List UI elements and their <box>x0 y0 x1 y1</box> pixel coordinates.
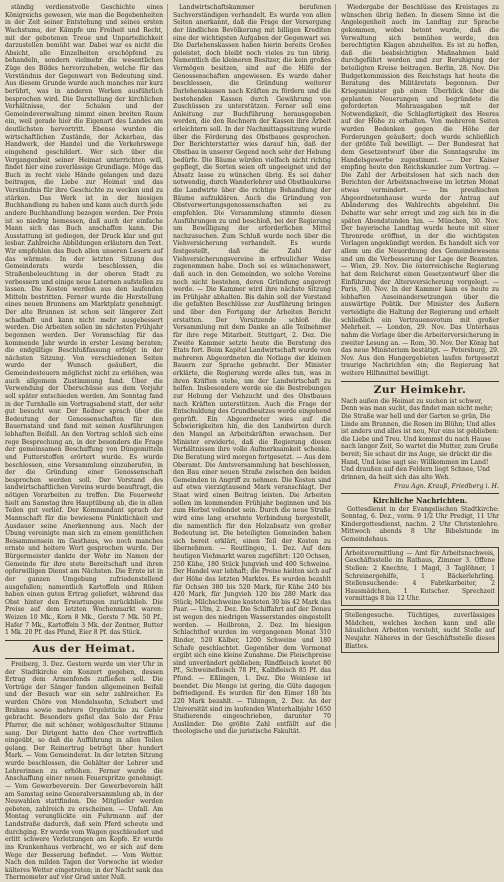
columns <box>5 4 499 882</box>
divider <box>341 493 499 494</box>
church-heading: Kirchliche Nachrichten. <box>372 495 468 505</box>
article-text: Wiedergabe der Beschlüsse des Kreistages zu wünschen übrig ließen. In diesem Sinne ist die Angelegenheit auch im Landtag zur Sprache gekommen, wobei betont wurde, daß die Verwaltung sich bemühen werde, den berechtigten Klagen abzuhelfen. Es ist zu hoffen, daß die beabsichtigten Maßnahmen bald durchgeführt werden und zur Beruhigung der beteiligten Kreise beitragen. Berlin, 28. Nov. Die Budgetkommission des Reichstags hat heute die Beratung des Militäretats begonnen. Der Kriegsminister gab einen Überblick über die geplanten Neuerungen und begründete die geforderten Mehrausgaben mit der Notwendigkeit, die Schlagfertigkeit des Heeres auf der Höhe zu erhalten. Von mehreren Seiten wurden Bedenken gegen die Höhe der Forderungen geäußert; doch wurde schließlich der größte Teil bewilligt. — Der Bundesrat hat dem Gesetzentwurf über die Sonntagsruhe im Handelsgewerbe zugestimmt. — Der Kaiser empfing heute den Reichskanzler zum Vortrag. — Die Zahl der Arbeitslosen hat sich nach den Berichten der Arbeitsnachweise im letzten Monat etwas vermindert. — Im preußischen Abgeordnetenhause wurde der Antrag auf Abänderung des Wahlrechts abgelehnt. Die Debatte war sehr erregt und zog sich bis in die späten Abendstunden hin. — München, 30. Nov. Der bayerische Landtag wurde heute mit einer Thronrede eröffnet, in der die wichtigsten Vorlagen angekündigt werden. Es handelt sich vor allem um die Neuordnung des Gemeindewesens und um die Verbesserung der Lage der Beamten. — Wien, 29. Nov. Die österreichische Regierung hat dem Reichsrat einen Gesetzentwurf über die Einführung der Altersversicherung vorgelegt. — Paris, 30. Nov. In der Kammer kam es heute zu lebhaften Auseinandersetzungen über die auswärtige Politik. Der Minister des Äußern verteidigte die Haltung der Regierung und erhielt schließlich ein Vertrauensvotum mit großer Mehrheit. — London, 29. Nov. Das Unterhaus nahm die Vorlage über die Arbeiterversicherung in zweiter Lesung an. — Rom, 30. Nov. Der König hat das neue Ministerium bestätigt. — Petersburg, 29. Nov. Aus den Hungergebieten laufen fortgesetzt traurige Nachrichten ein; die Regierung hat weitere Hilfsmittel bewilligt. <box>341 4 499 377</box>
church-text: Gottesdienst in der Evangelischen Stadtkirche: Sonntag, 6. Dez., vorm. 9 1/2 Uhr Predigt, 11 Uhr Kindergottesdienst, nachm. 2 Uhr Christenlehre. Mittwoch abends 8 Uhr Bibelstunde im Gemeindehaus. <box>341 505 499 543</box>
poem-signature: Frau Agn. Krauß, Friedberg i. H. <box>393 482 499 490</box>
divider <box>341 381 499 382</box>
column-2 <box>173 4 336 736</box>
ad-text: Stellengesuche. Tüchtiges, zuverlässiges Mädchen, welches kochen kann und alle häuslichen Arbeiten versteht, sucht Stelle auf Neujahr. Näheres in der Geschäftsstelle dieses Blattes. <box>345 612 495 650</box>
article-text: ständig verdienstvolle Geschichte eines Königreichs gewesen, wie man die Begebenheiten in der Zeit seiner Entstehung und seines ersten Wachstums, der Kämpfe um Freiheit und Recht, mit der gebotenen Treue und Unparteilichkeit darzustellen bemüht war. Dabei war es nicht die Absicht, alle Einzelheiten erschöpfend zu behandeln, sondern vielmehr die wesentlichen Züge des Bildes hervorzuheben, welche für das Verständnis der Gegenwart von Bedeutung sind. Aus diesem Grunde wurde auch manches nur kurz berührt, was in anderen Werken ausführlich besprochen wird. Die Darstellung der kirchlichen Verhältnisse, der Schulen und der Gemeindeverwaltung nimmt einen breiten Raum ein, weil gerade hier die Eigenart des Landes am deutlichsten hervortritt. Ebenso wurden die wirtschaftlichen Zustände, der Ackerbau, das Handwerk, der Handel und die Verkehrswege eingehend geschildert. Wer sich über die Vergangenheit seiner Heimat unterrichten will, findet hier eine zuverlässige Grundlage. Möge das Buch in recht viele Hände gelangen und dazu beitragen, die Liebe zur Heimat und das Verständnis für ihre Geschichte zu wecken und zu stärken. Das Werk ist in der hiesigen Buchhandlung zu haben und kann auch durch jede andere Buchhandlung bezogen werden. Der Preis ist so niedrig bemessen, daß auch der einfache Mann sich das Buch anschaffen kann. Die Ausstattung ist gediegen, der Druck klar und gut lesbar. Zahlreiche Abbildungen erläutern den Text. Wir empfehlen das Buch allen unseren Lesern auf das wärmste. In der letzten Sitzung des Gemeinderats wurde beschlossen, die Straßenbeleuchtung in der oberen Stadt zu verbessern und einige neue Laternen aufstellen zu lassen. Die Kosten werden aus den laufenden Mitteln bestritten. Ferner wurde die Herstellung eines neuen Brunnens am Marktplatz genehmigt. Der alte Brunnen ist schon seit längerer Zeit schadhaft und kann nicht mehr ausgebessert werden. Die Arbeiten sollen im nächsten Frühjahr begonnen werden. Der Voranschlag für das kommende Jahr wurde in erster Lesung beraten; die endgültige Beschlußfassung erfolgt in der nächsten Sitzung. Von verschiedenen Seiten wurde der Wunsch geäußert, die Gemeindesteuern möglichst nicht zu erhöhen, was auch allgemein Zustimmung fand. Über die Verwendung der Überschüsse aus dem Vorjahr soll später entschieden werden. Am Sonntag fand in der Turnhalle ein Vortragsabend statt, der sehr gut besucht war. Der Redner sprach über die Bedeutung der Genossenschaften für den Bauernstand und fand mit seinen Ausführungen lebhaften Beifall. An den Vortrag schloß sich eine rege Besprechung an, in der besonders die Frage der gemeinsamen Beschaffung von Düngemitteln und Futterstoffen erörtert wurde. Es wurde beschlossen, eine Versammlung einzuberufen, in der die Gründung einer Genossenschaft besprochen werden soll. Der Vorstand des landwirtschaftlichen Vereins wurde beauftragt, die nötigen Vorarbeiten zu treffen. Die Feuerwehr hielt am Samstag ihre Hauptübung ab, die in allen Teilen gut verlief. Der Kommandant sprach der Mannschaft für die bewiesene Pünktlichkeit und Ausdauer seine Anerkennung aus. Nach der Übung vereinigte man sich zu einem gemütlichen Beisammensein im Gasthaus, wo noch manches ernste und heitere Wort gesprochen wurde. Der Bürgermeister dankte der Wehr im Namen der Gemeinde für ihre stete Bereitschaft und ihren opferwilligen Dienst am Nächsten. Die Ernte ist in der ganzen Umgebung zufriedenstellend ausgefallen; namentlich Kartoffeln und Rüben haben einen guten Ertrag geliefert, während das Obst hinter den Erwartungen zurückblieb. Die Preise auf dem letzten Wochenmarkt waren: Weizen 10 Mk., Korn 8 Mk., Gerste 7 Mk. 50 Pf., Hafer 7 Mk., Kartoffeln 3 Mk. der Zentner, Butter 1 Mk. 20 Pf. das Pfund, Eier 8 Pf. das Stück. <box>5 4 163 637</box>
divider <box>5 640 163 641</box>
advertisement <box>341 609 499 653</box>
section-heading: Aus der Heimat. <box>32 642 136 655</box>
column-3 <box>341 4 499 728</box>
advertisement <box>341 547 499 606</box>
article-text: Freiberg, 3. Dez. Gestern wurde um vier Uhr in der Stadtkirche ein Konzert gegeben, dessen Ertrag dem Armenfonds zufließen soll. Die Vorträge der Sänger fanden allgemeinen Beifall und der Besuch war ein sehr zahlreicher. Es wurden Chöre von Mendelssohn, Schubert und Brahms sowie mehrere Orgelstücke zu Gehör gebracht. Besonders gefiel das Solo der Frau Pfarrer, die mit schöner, wohlgeschulter Stimme sang. Der Dirigent hatte den Chor vortrefflich eingeübt, so daß die Aufführung in allen Teilen gelang. Der Reinertrag beträgt über hundert Mark. — Vom Gemeinderat. In der letzten Sitzung wurde beschlossen, die Gehälter der Lehrer und Lehrerinnen zu erhöhen. Ferner wurde die Anschaffung einer neuen Feuerspritze genehmigt. — Vom Gewerbeverein. Der Gewerbeverein hält am Samstag seine Generalversammlung ab, in der Neuwahlen stattfinden. Die Mitglieder werden gebeten, zahlreich zu erscheinen. — Unfall. Am Montag verunglückte ein Fuhrmann auf der Landstraße dadurch, daß sein Pferd scheute und durchging. Er wurde vom Wagen geschleudert und erlitt schwere Verletzungen am Kopfe. Er wurde ins Krankenhaus verbracht, wo er sich auf dem Wege der Besserung befindet. — Vom Wetter. Nach den milden Tagen der Vorwoche ist wieder kälteres Wetter eingetreten; in der Nacht sank das Thermometer auf vier Grad unter Null. <box>5 660 163 882</box>
article-text: Landwirtschaftskammer berufenen Sachverständigen verhandelt. Es wurde von allen Seiten anerkannt, daß die Frage der Versorgung der ländlichen Bevölkerung mit billigen Krediten eine der wichtigsten Aufgaben der Gegenwart sei. Die Darlehenskassen haben hierin bereits Großes geleistet, doch bleibt noch vieles zu tun übrig. Namentlich die kleineren Besitzer, die kein großes Vermögen besitzen, sind auf die Hilfe der Genossenschaften angewiesen. Es wurde daher beschlossen, die Gründung weiterer Darlehenskassen nach Kräften zu fördern und die bestehenden Kassen durch Gewährung von Zuschüssen zu unterstützen. Ferner soll eine Anleitung zur Buchführung herausgegeben werden, die den Rechnern der Kassen ihre Arbeit erleichtern soll. In der Nachmittagssitzung wurde über die Förderung des Obstbaues gesprochen. Der Berichterstatter wies darauf hin, daß der Obstbau in unserer Gegend noch sehr der Hebung bedürfe. Die Bäume würden vielfach nicht richtig gepflegt, die Sorten seien oft ungeeignet und der Absatz lasse zu wünschen übrig. Es sei daher notwendig, durch Wanderlehrer und Obstbaukurse die Landwirte über die richtige Behandlung der Bäume aufzuklären. Auch die Gründung von Obstverwertungsgenossenschaften sei zu empfehlen. Die Versammlung stimmte diesen Ausführungen zu und beschloß, bei der Regierung um Bewilligung der erforderlichen Mittel nachzusuchen. Zum Schluß wurde noch über die Viehversicherung verhandelt. Es wurde festgestellt, daß die Zahl der Viehversicherungsvereine in erfreulicher Weise zugenommen habe. Doch sei es wünschenswert, daß auch in den Gemeinden, wo solche Vereine noch nicht bestehen, deren Gründung angeregt werde. — Die Kammer wird ihre nächste Sitzung im Frühjahr abhalten. Bis dahin soll der Vorstand die gefaßten Beschlüsse zur Ausführung bringen und über den Fortgang der Arbeiten Bericht erstatten. Der Vorsitzende schloß die Versammlung mit dem Danke an alle Teilnehmer für ihre rege Mitarbeit. Stuttgart, 2. Dez. Die Zweite Kammer setzte heute die Beratung des Etats fort. Beim Kapitel Landwirtschaft wurde von mehreren Abgeordneten die Notlage der kleinen Bauern zur Sprache gebracht. Der Minister erklärte, die Regierung werde alles tun, was in ihren Kräften stehe, um der Landwirtschaft zu helfen. Insbesondere werde sie die Bestrebungen zur Hebung der Viehzucht und des Obstbaues nach Kräften unterstützen. Auch die Frage der Entschuldung des Grundbesitzes werde eingehend geprüft. Ein Abgeordneter wies auf die Schwierigkeiten hin, die den Landwirten durch den Mangel an Arbeitskräften erwachsen. Der Minister erwiderte, daß die Regierung diesen Verhältnissen ihre volle Aufmerksamkeit schenke. Die Beratung wird morgen fortgesetzt. — Aus dem Oberamt. Die Amtsversammlung hat beschlossen, den Bau einer neuen Straße zwischen den beiden Gemeinden in Angriff zu nehmen. Die Kosten sind auf etwa vierzigtausend Mark veranschlagt. Der Staat wird einen Beitrag leisten. Die Arbeiten sollen im kommenden Frühjahr beginnen und bis zum Herbst vollendet sein. Durch die neue Straße wird eine lang ersehnte Verbindung hergestellt, die namentlich für den Holzabsatz von großer Bedeutung ist. Die beteiligten Gemeinden haben sich bereit erklärt, einen Teil der Kosten zu übernehmen. — Reutlingen, 1. Dez. Auf dem heutigen Viehmarkt waren zugeführt: 120 Ochsen, 250 Kühe, 180 Stück Jungvieh und 400 Schweine. Der Handel war lebhaft; die Preise hielten sich auf der Höhe des letzten Marktes. Es wurden bezahlt für Ochsen 380 bis 520 Mark, für Kühe 240 bis 420 Mark, für Jungvieh 120 bis 280 Mark das Stück; Milchschweine kosteten 30 bis 42 Mark das Paar. — Ulm, 2. Dez. Die Schiffahrt auf der Donau ist wegen des niedrigen Wasserstandes eingestellt worden. — Heilbronn, 2. Dez. Im hiesigen Schlachthof wurden im vergangenen Monat 310 Rinder, 520 Kälber, 1200 Schweine und 180 Schafe geschlachtet. Gegenüber dem Vormonat ergibt sich eine kleine Zunahme. Die Fleischpreise sind unverändert geblieben; Rindfleisch kostet 80 Pf., Schweinefleisch 78 Pf., Kalbfleisch 85 Pf. das Pfund. — Eßlingen, 1. Dez. Die Weinlese ist beendet. Die Menge ist gering, die Güte dagegen befriedigend. Es wurden für den Eimer 180 bis 220 Mark bezahlt. — Tübingen, 2. Dez. An der Universität sind im laufenden Winterhalbjahr 1650 Studierende eingeschrieben, darunter 70 Ausländer. Die größte Zahl entfällt auf die theologische und die juristische Fakultät. <box>173 4 331 736</box>
divider <box>5 658 163 659</box>
poem-text: Nach außen die Heimat zu suchen ist schwer, Denn was man sucht, das findet man nicht mehr; Die Straße war hell und der Garten so grün, Die Linde am Brunnen, die Rosen im Blühn; Und alles ist anders und alles ist neu, Nur eins ist geblieben: die Liebe und Treu. Und kommst du nach Hause nach langer Zeit, So wartet die Mutter, zum Gruße bereit; Sie schaut dir ins Auge, sie drückt dir die Hand, Und leise sagt sie: Willkommen im Land! Und draußen auf den Feldern liegt Schnee, Und drinnen, da heilt sich das alte Weh. <box>341 397 499 481</box>
column-1 <box>5 4 168 882</box>
poem <box>341 398 499 482</box>
poem-heading: Zur Heimkehr. <box>373 383 467 396</box>
ad-text: Arbeitsvermittlung — Amt für Arbeitsnachweis, Geschäftsstelle im Rathaus, Zimmer 3. Offene Stellen: 2 Knechte, 1 Magd, 3 Taglöhner, 1 Schreinergehilfe, 1 Bäckerlehrling. Stellensuchende: 4 Fabrikarbeiter, 2 Hausmädchen, 1 Kutscher. Sprechzeit vormittags 8 bis 12 Uhr. <box>345 549 495 603</box>
